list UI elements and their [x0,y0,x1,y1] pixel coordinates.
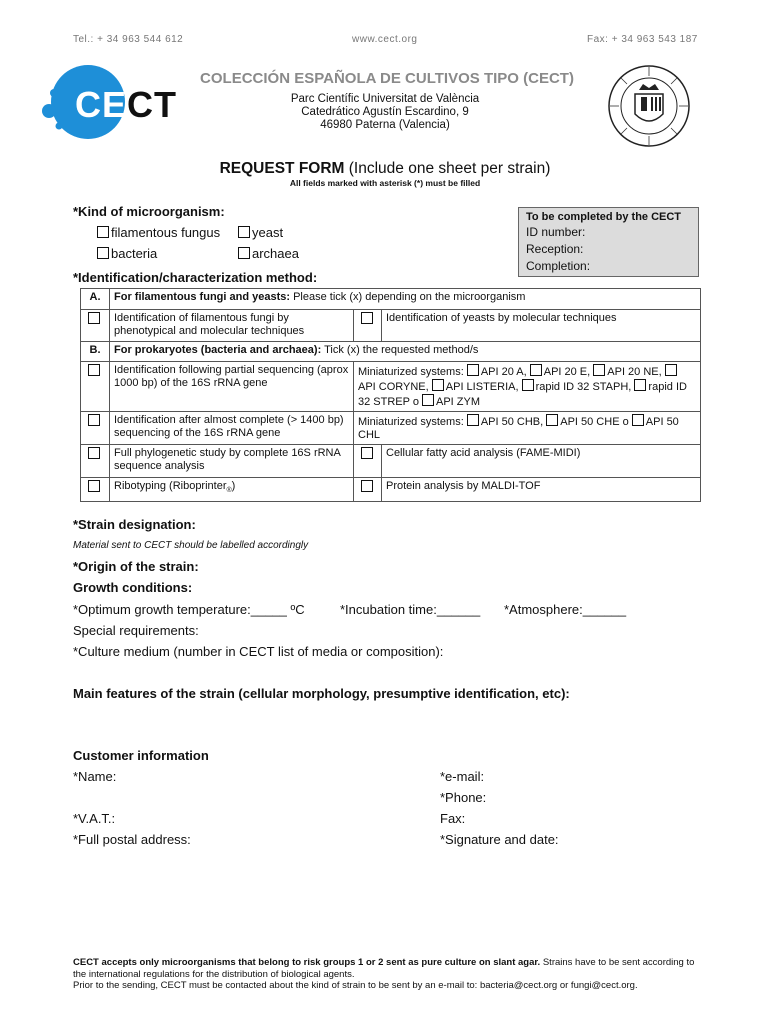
checkbox[interactable] [361,480,373,492]
option-label: yeast [252,225,284,240]
main-features-field[interactable]: Main features of the strain (cellular morphology, presumptive identification, etc): [73,686,570,701]
atmosphere-field[interactable]: *Atmosphere:______ [504,602,627,617]
checkbox[interactable] [97,226,109,238]
special-requirements-field[interactable]: Special requirements: [73,623,199,638]
api-20e-label: API 20 E, [543,366,594,378]
section-b-header [81,342,701,362]
checkbox-cell[interactable] [81,310,110,342]
checkbox[interactable] [593,364,605,376]
miniaturized-systems-2 [354,412,701,445]
option-label: archaea [252,246,299,261]
cect-box-title: To be completed by the CECT [526,211,682,223]
option-filamentous-fungus[interactable] [97,225,220,240]
culture-medium-field[interactable]: *Culture medium (number in CECT list of media or composition): [73,644,444,659]
method-maldi-tof: Protein analysis by MALDI-TOF [382,478,701,502]
checkbox[interactable] [88,447,100,459]
rapid-id-32-strep-label: rapid ID 32 STREP o [358,381,687,408]
rapid-id-32-staph-label: rapid ID 32 STAPH, [535,381,635,393]
microorganism-label: *Kind of microorganism: [73,204,225,219]
option-label: filamentous fungus [111,225,221,240]
checkbox-cell[interactable] [81,478,110,502]
postal-address-field[interactable]: *Full postal address: [73,832,191,847]
method-fatty-acid-analysis: Cellular fatty acid analysis (FAME-MIDI) [382,445,701,478]
section-heading-text: Please tick (x) depending on the microorganism [290,291,526,303]
growth-conditions-label: Growth conditions: [73,580,193,595]
checkbox[interactable] [88,480,100,492]
address-line-3: 46980 Paterna (Valencia) [320,119,450,131]
mini-prefix: Miniaturized systems: [358,416,467,428]
checkbox[interactable] [546,414,558,426]
checkbox[interactable] [238,226,250,238]
form-title-main: REQUEST FORM [219,160,345,177]
organisation-name: COLECCIÓN ESPAÑOLA DE CULTIVOS TIPO (CECT) [200,70,574,87]
section-letter: B. [81,342,110,362]
checkbox[interactable] [238,247,250,259]
api-50chl-label: API 50 CHL [358,416,679,441]
incubation-time-field[interactable]: *Incubation time:______ [340,602,481,617]
section-heading [110,289,701,310]
checkbox-cell[interactable] [81,445,110,478]
phone-field[interactable]: *Phone: [440,790,487,805]
api-20ne-label: API 20 NE, [607,366,665,378]
mini-prefix: Miniaturized systems: [358,366,467,378]
reception-field[interactable]: Reception: [526,242,584,256]
checkbox[interactable] [530,364,542,376]
option-label: bacteria [111,246,158,261]
form-title [180,160,590,178]
customer-info-heading: Customer information [73,748,209,763]
option-yeast[interactable] [238,225,283,240]
checkbox[interactable] [88,312,100,324]
checkbox[interactable] [522,379,534,391]
ribotyping-label-end: ) [231,480,236,492]
method-partial-sequencing: Identification following partial sequencing (aprox 1000 bp) of the 16S rRNA gene [110,362,354,412]
signature-date-field[interactable]: *Signature and date: [440,832,559,847]
cect-logo [40,62,178,142]
vat-field[interactable]: *V.A.T.: [73,811,116,826]
checkbox-cell[interactable] [81,412,110,445]
checkbox[interactable] [665,364,677,376]
checkbox[interactable] [467,364,479,376]
api-50che-label: API 50 CHE o [560,416,632,428]
method-ribotyping [110,478,354,502]
footer-note-text: Strains have to be sent according to the international regulations for the distribution of biological agents. [73,957,695,980]
checkbox[interactable] [634,379,646,391]
checkbox[interactable] [432,379,444,391]
table-row [81,362,701,412]
checkbox[interactable] [422,394,434,406]
identification-label: *Identification/characterization method: [73,270,318,285]
registered-mark: ® [226,487,232,495]
section-letter: A. [81,289,110,310]
table-row [81,478,701,502]
origin-label[interactable]: *Origin of the strain: [73,559,199,574]
checkbox[interactable] [361,447,373,459]
footer-note-bold: CECT accepts only microorganisms that belong to risk groups 1 or 2 sent as pure culture on slant agar. [73,957,541,968]
completion-field[interactable]: Completion: [526,259,591,273]
method-yeast-identification: Identification of yeasts by molecular techniques [382,310,701,342]
form-subtitle: All fields marked with asterisk (*) must be filled [289,178,481,188]
header-website[interactable]: www.cect.org [352,34,418,45]
footer-note [73,957,698,992]
checkbox[interactable] [97,247,109,259]
checkbox-cell[interactable] [354,478,382,502]
method-complete-sequencing: Identification after almost complete (> 1400 bp) sequencing of the 16S rRNA gene [110,412,354,445]
university-seal [607,64,691,148]
table-row [81,445,701,478]
checkbox[interactable] [361,312,373,324]
section-heading-bold: For filamentous fungi and yeasts: [114,291,291,303]
api-20a-label: API 20 A, [480,366,530,378]
method-phylogenetic-study: Full phylogenetic study by complete 16S rRNA sequence analysis [110,445,354,478]
checkbox-cell[interactable] [354,310,382,342]
section-heading [110,342,701,362]
api-coryne-label: API CORYNE, [358,381,432,393]
checkbox[interactable] [632,414,644,426]
address-line-1: Parc Científic Universitat de València [290,93,480,105]
name-field[interactable]: *Name: [73,769,117,784]
section-a-header [81,289,701,310]
cect-use-box [518,207,699,277]
strain-designation-label[interactable]: *Strain designation: [73,517,196,532]
option-bacteria[interactable] [97,246,157,261]
checkbox[interactable] [88,364,100,376]
growth-temperature-field[interactable]: *Optimum growth temperature:_____ ºC [73,602,305,617]
checkbox[interactable] [467,414,479,426]
miniaturized-systems-1 [354,362,701,412]
header-fax: Fax: + 34 963 543 187 [587,34,698,45]
section-heading-text: Tick (x) the requested method/s [321,344,479,356]
id-number-field[interactable]: ID number: [526,225,586,239]
email-field[interactable]: *e-mail: [440,769,485,784]
checkbox-cell[interactable] [354,445,382,478]
header-phone: Tel.: + 34 963 544 612 [73,34,184,45]
address-line-2: Catedrático Agustín Escardino, 9 [301,106,469,118]
option-archaea[interactable] [238,246,299,261]
footer-contact-line: Prior to the sending, CECT must be contacted about the kind of strain to be sent by an e-mail to: bacteria@cect.org or fungi@cect.org. [73,980,638,991]
checkbox[interactable] [88,414,100,426]
table-row [81,412,701,445]
api-50chb-label: API 50 CHB, [480,416,547,428]
method-fungi-identification: Identification of filamentous fungi by phenotypical and molecular techniques [110,310,354,342]
identification-table [80,288,701,502]
section-heading-bold: For prokaryotes (bacteria and archaea): [114,344,322,356]
fax-field[interactable]: Fax: [440,811,466,826]
table-row [81,310,701,342]
logo-text: CECT [75,84,178,125]
labelling-note: Material sent to CECT should be labelled accordingly [73,540,309,551]
api-zym-label: API ZYM [436,396,481,408]
checkbox-cell[interactable] [81,362,110,412]
form-title-note: (Include one sheet per strain) [344,160,551,177]
api-listeria-label: API LISTERIA, [445,381,522,393]
ribotyping-label: Ribotyping (Riboprinter [114,480,227,492]
